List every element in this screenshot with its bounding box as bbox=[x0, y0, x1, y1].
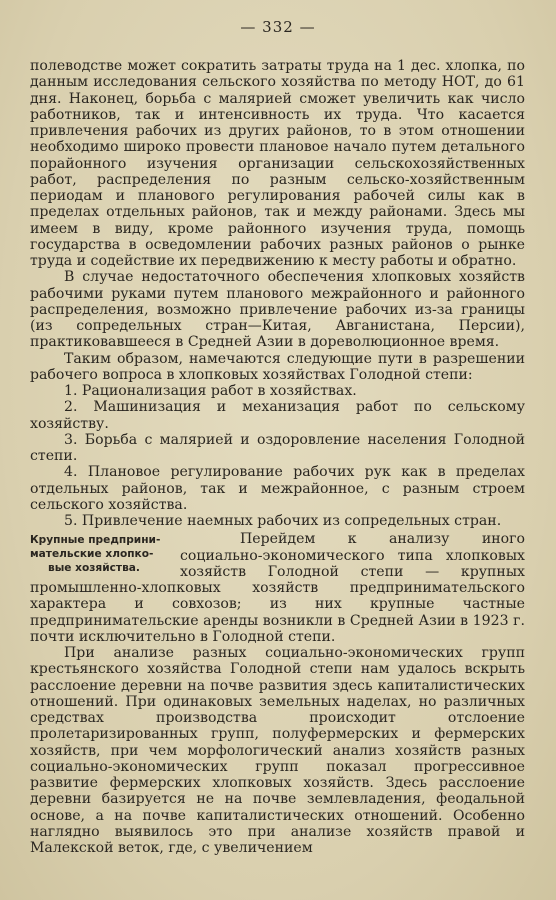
section-large-farms bbox=[30, 531, 525, 645]
paragraph: При анализе разных социально-экономических групп крестьянского хозяйства Голодной степи нам удалось вскрыть расслоение деревни на почве развития здесь капиталистических отношений. При одинаковых земельных наделах, но различных средствах производства происходит отслоение пролетаризированных групп, полуфермерских и фермерских хозяйств, при чем морфологический анализ хозяйств разных социально-экономических групп показал прогрессивное развитие фермерских хлопковых хозяйств. Здесь расслоение деревни базируется не на почве землевладения, феодальной основе, а на почве капиталистических отношений. Особенно наглядно выявилось это при анализе хозяйств правой и Малекской веток, где, с увеличением bbox=[30, 645, 525, 856]
side-heading-line: вые хозяйства. bbox=[48, 562, 140, 575]
list-item: 5. Привлечение наемных рабочих из сопредельных стран. bbox=[64, 513, 502, 529]
side-heading-line: Крупные предприни- bbox=[30, 534, 161, 547]
paragraph: Таким образом, намечаются следующие пути в разрешении рабочего вопроса в хлопковых хозяйствах Голодной степи: bbox=[30, 350, 525, 383]
list-item: 2. Машинизация и механизация работ по сельскому хозяйству. bbox=[30, 399, 525, 432]
list-item: 3. Борьба с малярией и оздоровление населения Голодной степи. bbox=[30, 431, 525, 464]
paragraph: полеводстве может сократить затраты труда на 1 дес. хлопка, по данным исследования сельского хозяйства по методу НОТ, до 61 дня. Наконец, борьба с малярией сможет увеличить как число работников, так и интенсивность их труда. Что касается привлечения рабочих из других районов, то в этом отношении необходимо широко провести плановое начало путем детального порайонного изучения организации сельскохозяйственных работ, распределения по разным сельско-хозяйственным периодам и планового регулирования рабочей силы как в пределах отдельных районов, так и между районами. Здесь мы имеем в виду, кроме районного изучения труда, помощь государства в осведомлении рабочих разных районов о рынке труда и содействие их передвижению к месту работы и обратно. bbox=[30, 58, 525, 269]
list-item: 1. Рационализация работ в хозяйствах. bbox=[64, 383, 357, 399]
side-heading bbox=[30, 533, 175, 575]
paragraph: В случае недостаточного обеспечения хлопковых хозяйств рабочими руками путем планового межрайонного и районного распределения, возможно привлечение рабочих из-за границы (из сопредельных стран—Китая, Авганистана, Персии), практиковавшееся в Средней Азии в дореволюционное время. bbox=[30, 269, 525, 351]
list-item: 4. Плановое регулирование рабочих рук как в пределах отдельных районов, так и межрайонное, с разным строем сельского хозяйства. bbox=[30, 464, 525, 513]
page-body bbox=[30, 58, 525, 856]
side-heading-line: мательские хлопко- bbox=[30, 548, 154, 561]
section-first-text: Перейдем к анализу иного социально-экономического типа хлопковых хозяйств Голодной степи — крупных промышленно-хлопковых хозяйств предпринимательского характера и совхозов; из них крупные частные предпринимательские аренды возникли в Средней Азии в 1923 г. почти исключительно в Голодной степи. bbox=[30, 531, 525, 645]
page-number: — 332 — bbox=[240, 18, 316, 36]
